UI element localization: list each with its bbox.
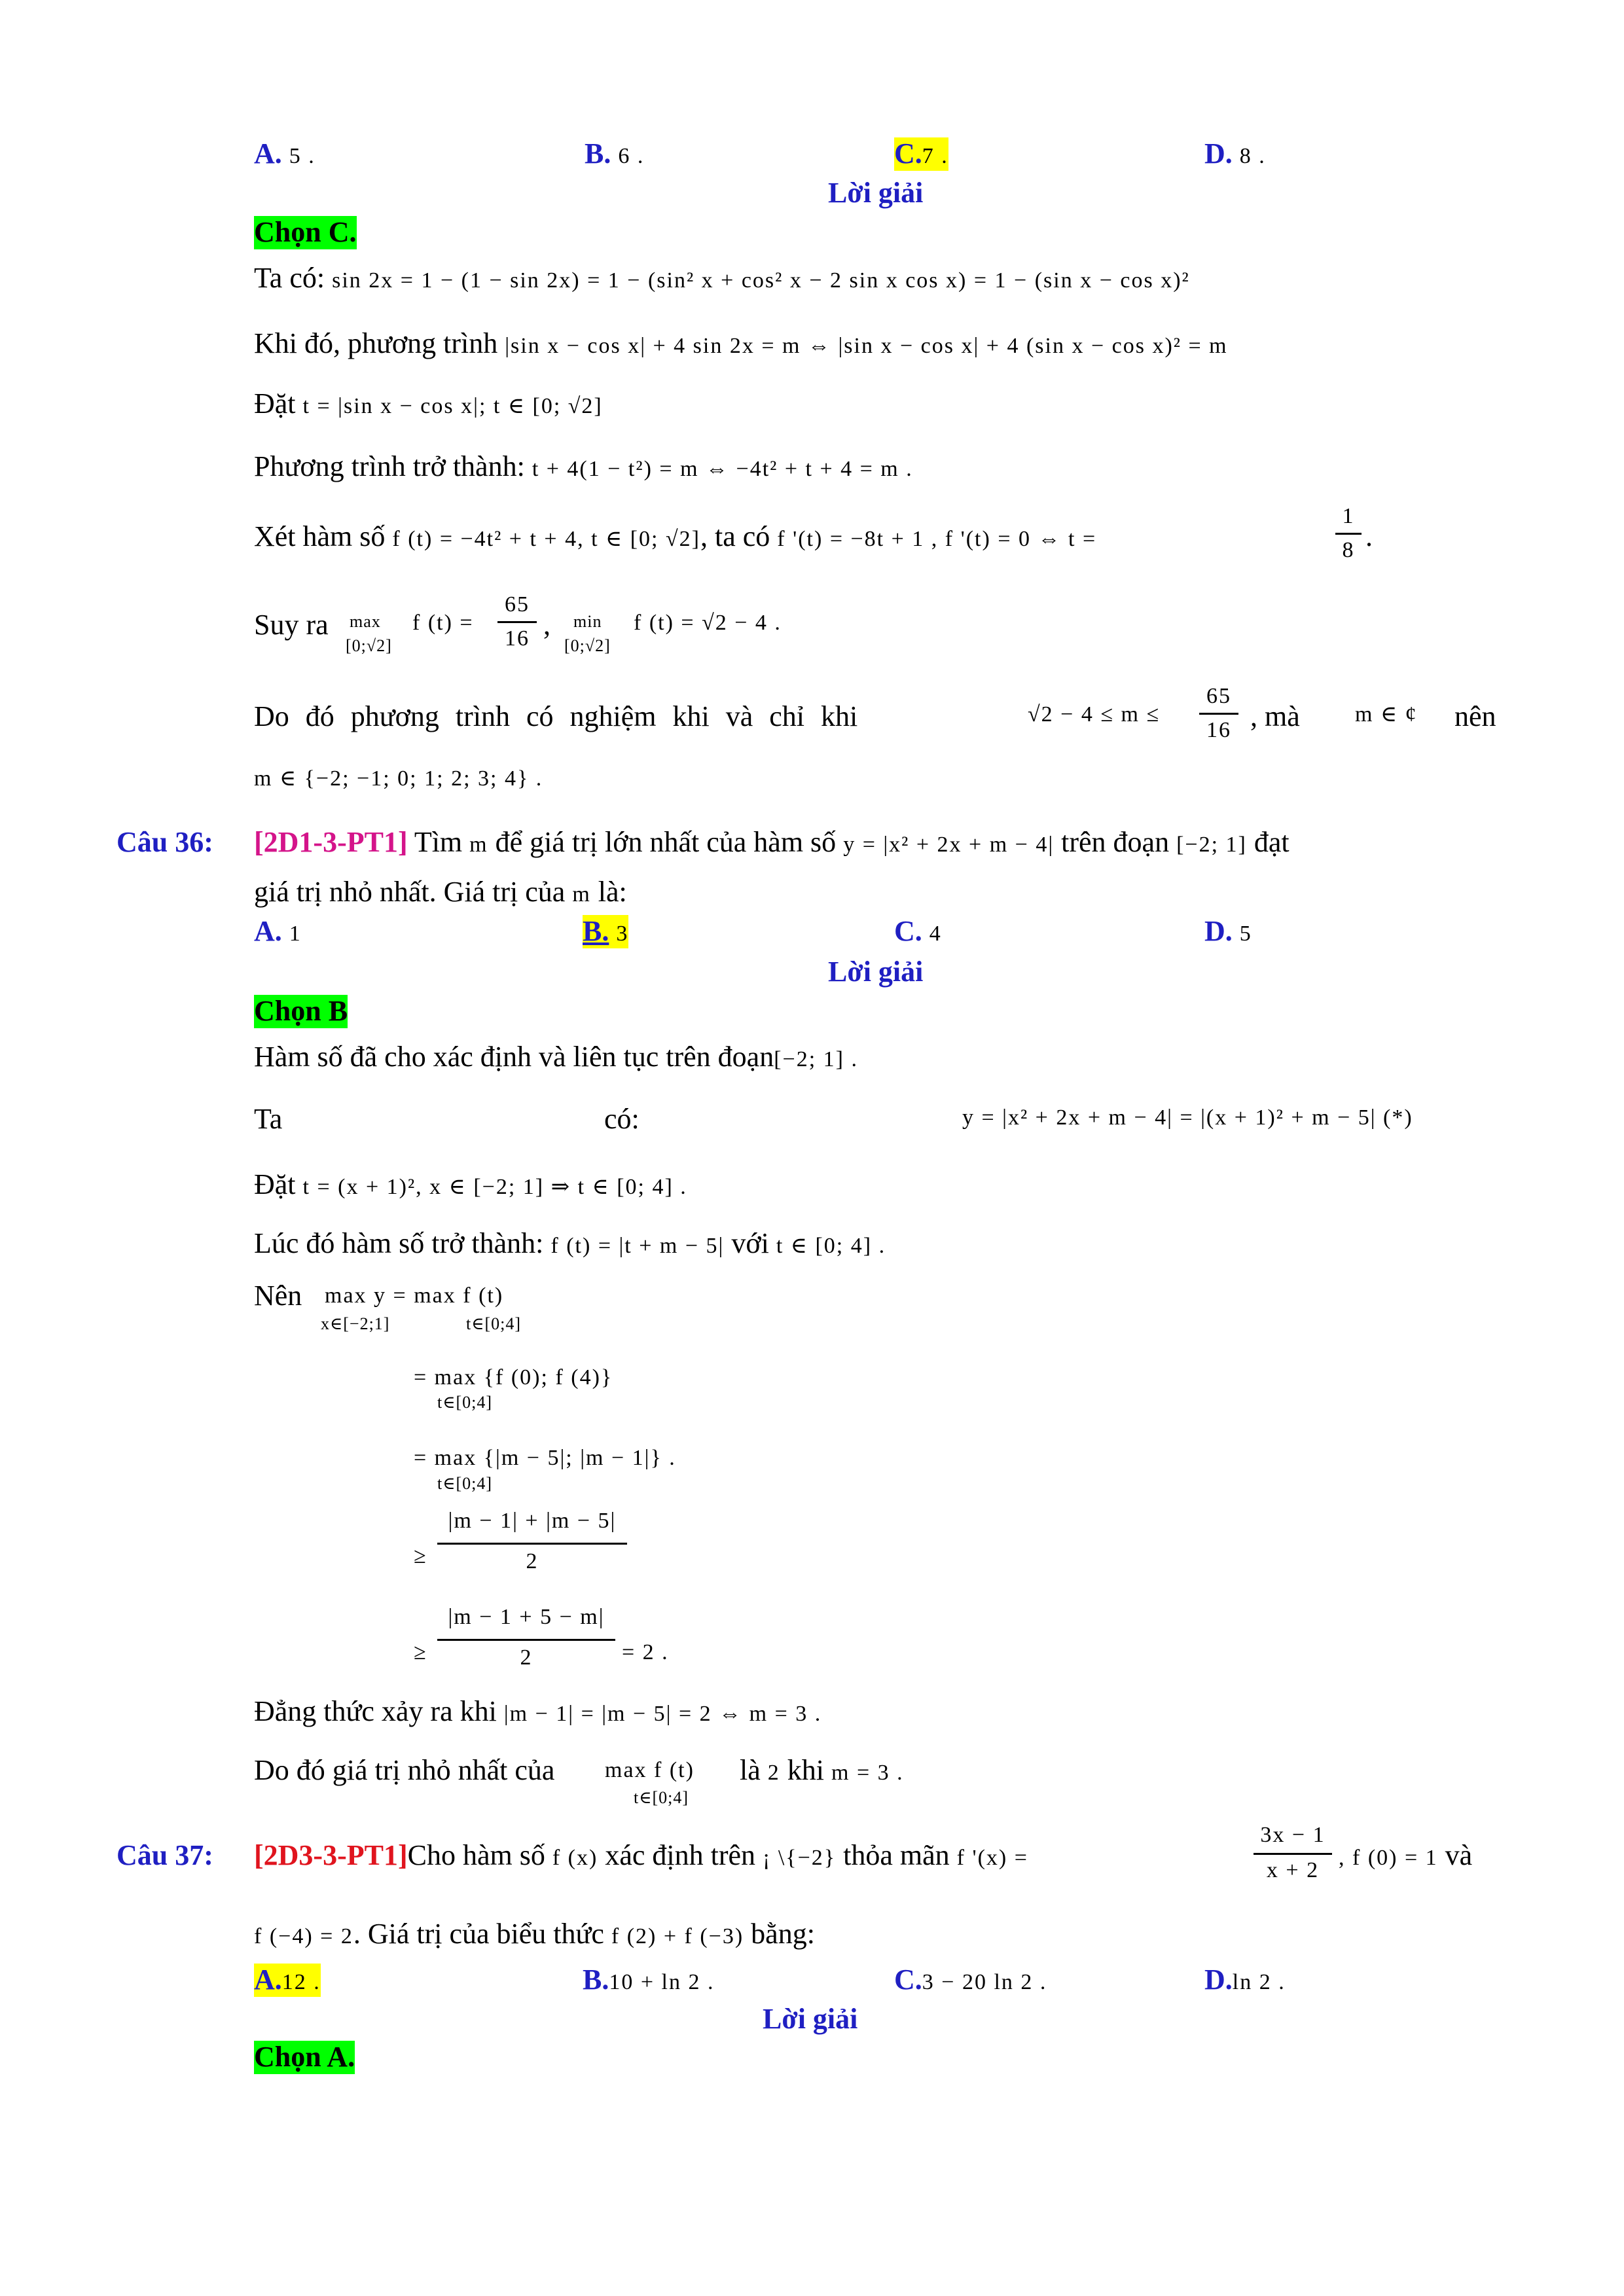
q36-sol-line-7-sub: t∈[0;4] <box>437 1474 493 1493</box>
q36-option-c: C. 4 <box>894 915 942 947</box>
q36-sol-line-5: max y = max f (t) <box>325 1283 504 1308</box>
q35-max: max <box>350 612 381 631</box>
q37-option-b: B.10 + ln 2 . <box>583 1964 715 1996</box>
q36-fraction-diff: |m − 1 + 5 − m| 2 <box>437 1605 615 1670</box>
q36-sol-line-7: = max {|m − 5|; |m − 1|} . <box>414 1446 676 1470</box>
q35-line-6-label: Suy ra <box>254 609 329 641</box>
q35-option-c: C.7 . <box>894 137 948 170</box>
q37-option-a: A.12 . <box>254 1964 321 1996</box>
q36-sol-line-9-rest: = 2 . <box>622 1640 669 1664</box>
q36-sol-line-11-tail: là 2 khi m = 3 . <box>740 1754 904 1786</box>
q35-line-7-math2: m ∈ ¢ <box>1355 702 1418 726</box>
q35-fraction-65-16-b: 65 16 <box>1199 684 1238 743</box>
q35-line-3: Đặt t = |sin x − cos x|; t ∈ [0; √2] <box>254 387 603 420</box>
q36-sol-ge-2: ≥ <box>414 1640 427 1664</box>
q35-min-sub: [0;√2] <box>564 636 611 655</box>
q36-stem-line-1: [2D1-3-PT1] Tìm m để giá trị lớn nhất của hàm số y = |x² + 2x + m − 4| trên đoạn [−2; 1] đạt <box>254 826 1290 858</box>
q35-solution-title: Lời giải <box>828 177 924 209</box>
q35-choice: Chọn C. <box>254 216 357 248</box>
q36-option-a: A. 1 <box>254 915 302 947</box>
q36-label: Câu 36: <box>117 826 213 858</box>
q37-code: [2D3-3-PT1] <box>254 1839 408 1871</box>
q36-sol-line-5-sub1: x∈[−2;1] <box>321 1314 390 1333</box>
q35-line-7-text: Do đó phương trình có nghiệm khi và chỉ khi <box>254 700 858 732</box>
q35-max-f: f (t) = <box>412 611 474 635</box>
q35-max-sub: [0;√2] <box>346 636 392 655</box>
q35-fraction-65-16: 65 16 <box>497 592 537 651</box>
q36-sol-line-2-math: y = |x² + 2x + m − 4| = |(x + 1)² + m − 5| (*) <box>962 1105 1413 1130</box>
q36-sol-line-4: Lúc đó hàm số trở thành: f (t) = |t + m − 5| với t ∈ [0; 4] . <box>254 1227 886 1259</box>
q36-stem-line-2: giá trị nhỏ nhất. Giá trị của m là: <box>254 876 627 908</box>
q37-fraction-deriv: 3x − 1 x + 2 <box>1254 1823 1332 1883</box>
q36-choice: Chọn B <box>254 995 348 1027</box>
q35-line-7-text2: , mà <box>1250 700 1300 732</box>
q36-sol-line-1: Hàm số đã cho xác định và liên tục trên đoạn[−2; 1] . <box>254 1041 858 1073</box>
q37-label: Câu 37: <box>117 1839 213 1871</box>
q36-sol-co: có: <box>604 1103 640 1135</box>
q35-line-1: Ta có: sin 2x = 1 − (1 − sin 2x) = 1 − (sin² x + cos² x − 2 sin x cos x) = 1 − (sin x − cos x)² <box>254 262 1190 294</box>
q35-fraction-1-8: 1 8 <box>1335 504 1362 563</box>
q37-solution-title: Lời giải <box>763 2003 858 2035</box>
q35-min: min <box>573 612 602 631</box>
q36-solution-title: Lời giải <box>828 956 924 988</box>
q35-option-d: D. 8 . <box>1204 137 1266 170</box>
q36-code: [2D1-3-PT1] <box>254 826 408 858</box>
q35-line-4: Phương trình trở thành: t + 4(1 − t²) = m ⇔ −4t² + t + 4 = m . <box>254 450 913 482</box>
q37-stem-line-1-tail: , f (0) = 1 và <box>1339 1839 1473 1871</box>
q36-sol-ge-1: ≥ <box>414 1544 427 1568</box>
q36-sol-line-3: Đặt t = (x + 1)², x ∈ [−2; 1] ⇒ t ∈ [0; 4] . <box>254 1168 687 1200</box>
q36-option-d: D. 5 <box>1204 915 1252 947</box>
q36-header <box>117 826 213 859</box>
q37-stem-line-1: [2D3-3-PT1]Cho hàm số f (x) xác định trên ¡ \{−2} thỏa mãn f '(x) = <box>254 1839 1028 1871</box>
q36-option-b: B. 3 <box>583 915 629 947</box>
q36-sol-line-5-sub2: t∈[0;4] <box>466 1314 522 1333</box>
q37-header <box>117 1839 213 1873</box>
q35-option-b: B. 6 . <box>585 137 645 170</box>
q37-option-d: D.ln 2 . <box>1204 1964 1286 1996</box>
q35-line-8: m ∈ {−2; −1; 0; 1; 2; 3; 4} . <box>254 766 543 791</box>
q36-sol-line-10: Đẳng thức xảy ra khi |m − 1| = |m − 5| = 2 ⇔ m = 3 . <box>254 1695 822 1727</box>
q35-min-rest: f (t) = √2 − 4 . <box>634 611 782 635</box>
q35-line-7-math: √2 − 4 ≤ m ≤ <box>1028 702 1161 726</box>
q36-sol-line-11: Do đó giá trị nhỏ nhất của <box>254 1754 555 1786</box>
q35-line-2: Khi đó, phương trình |sin x − cos x| + 4 sin 2x = m ⇔ |sin x − cos x| + 4 (sin x − cos x)² = m <box>254 327 1228 359</box>
q36-sol-line-11-max: max f (t) <box>605 1758 695 1782</box>
q36-sol-ta: Ta <box>254 1103 283 1135</box>
q36-sol-nen: Nên <box>254 1280 302 1312</box>
q35-line-5: Xét hàm số f (t) = −4t² + t + 4, t ∈ [0; √2], ta có f '(t) = −8t + 1 , f '(t) = 0 ⇔ t = <box>254 520 1097 552</box>
q37-choice: Chọn A. <box>254 2041 355 2073</box>
q37-stem-line-2: f (−4) = 2. Giá trị của biểu thức f (2) + f (−3) bằng: <box>254 1918 815 1950</box>
q37-option-c: C.3 − 20 ln 2 . <box>894 1964 1047 1996</box>
q36-sol-line-6: = max {f (0); f (4)} <box>414 1365 613 1390</box>
q35-line-7-text3: nên <box>1454 700 1496 732</box>
q36-fraction-sum: |m − 1| + |m − 5| 2 <box>437 1509 627 1574</box>
q35-option-a: A. 5 . <box>254 137 316 170</box>
q36-sol-line-6-sub: t∈[0;4] <box>437 1393 493 1412</box>
q36-sol-line-11-sub: t∈[0;4] <box>634 1788 689 1807</box>
